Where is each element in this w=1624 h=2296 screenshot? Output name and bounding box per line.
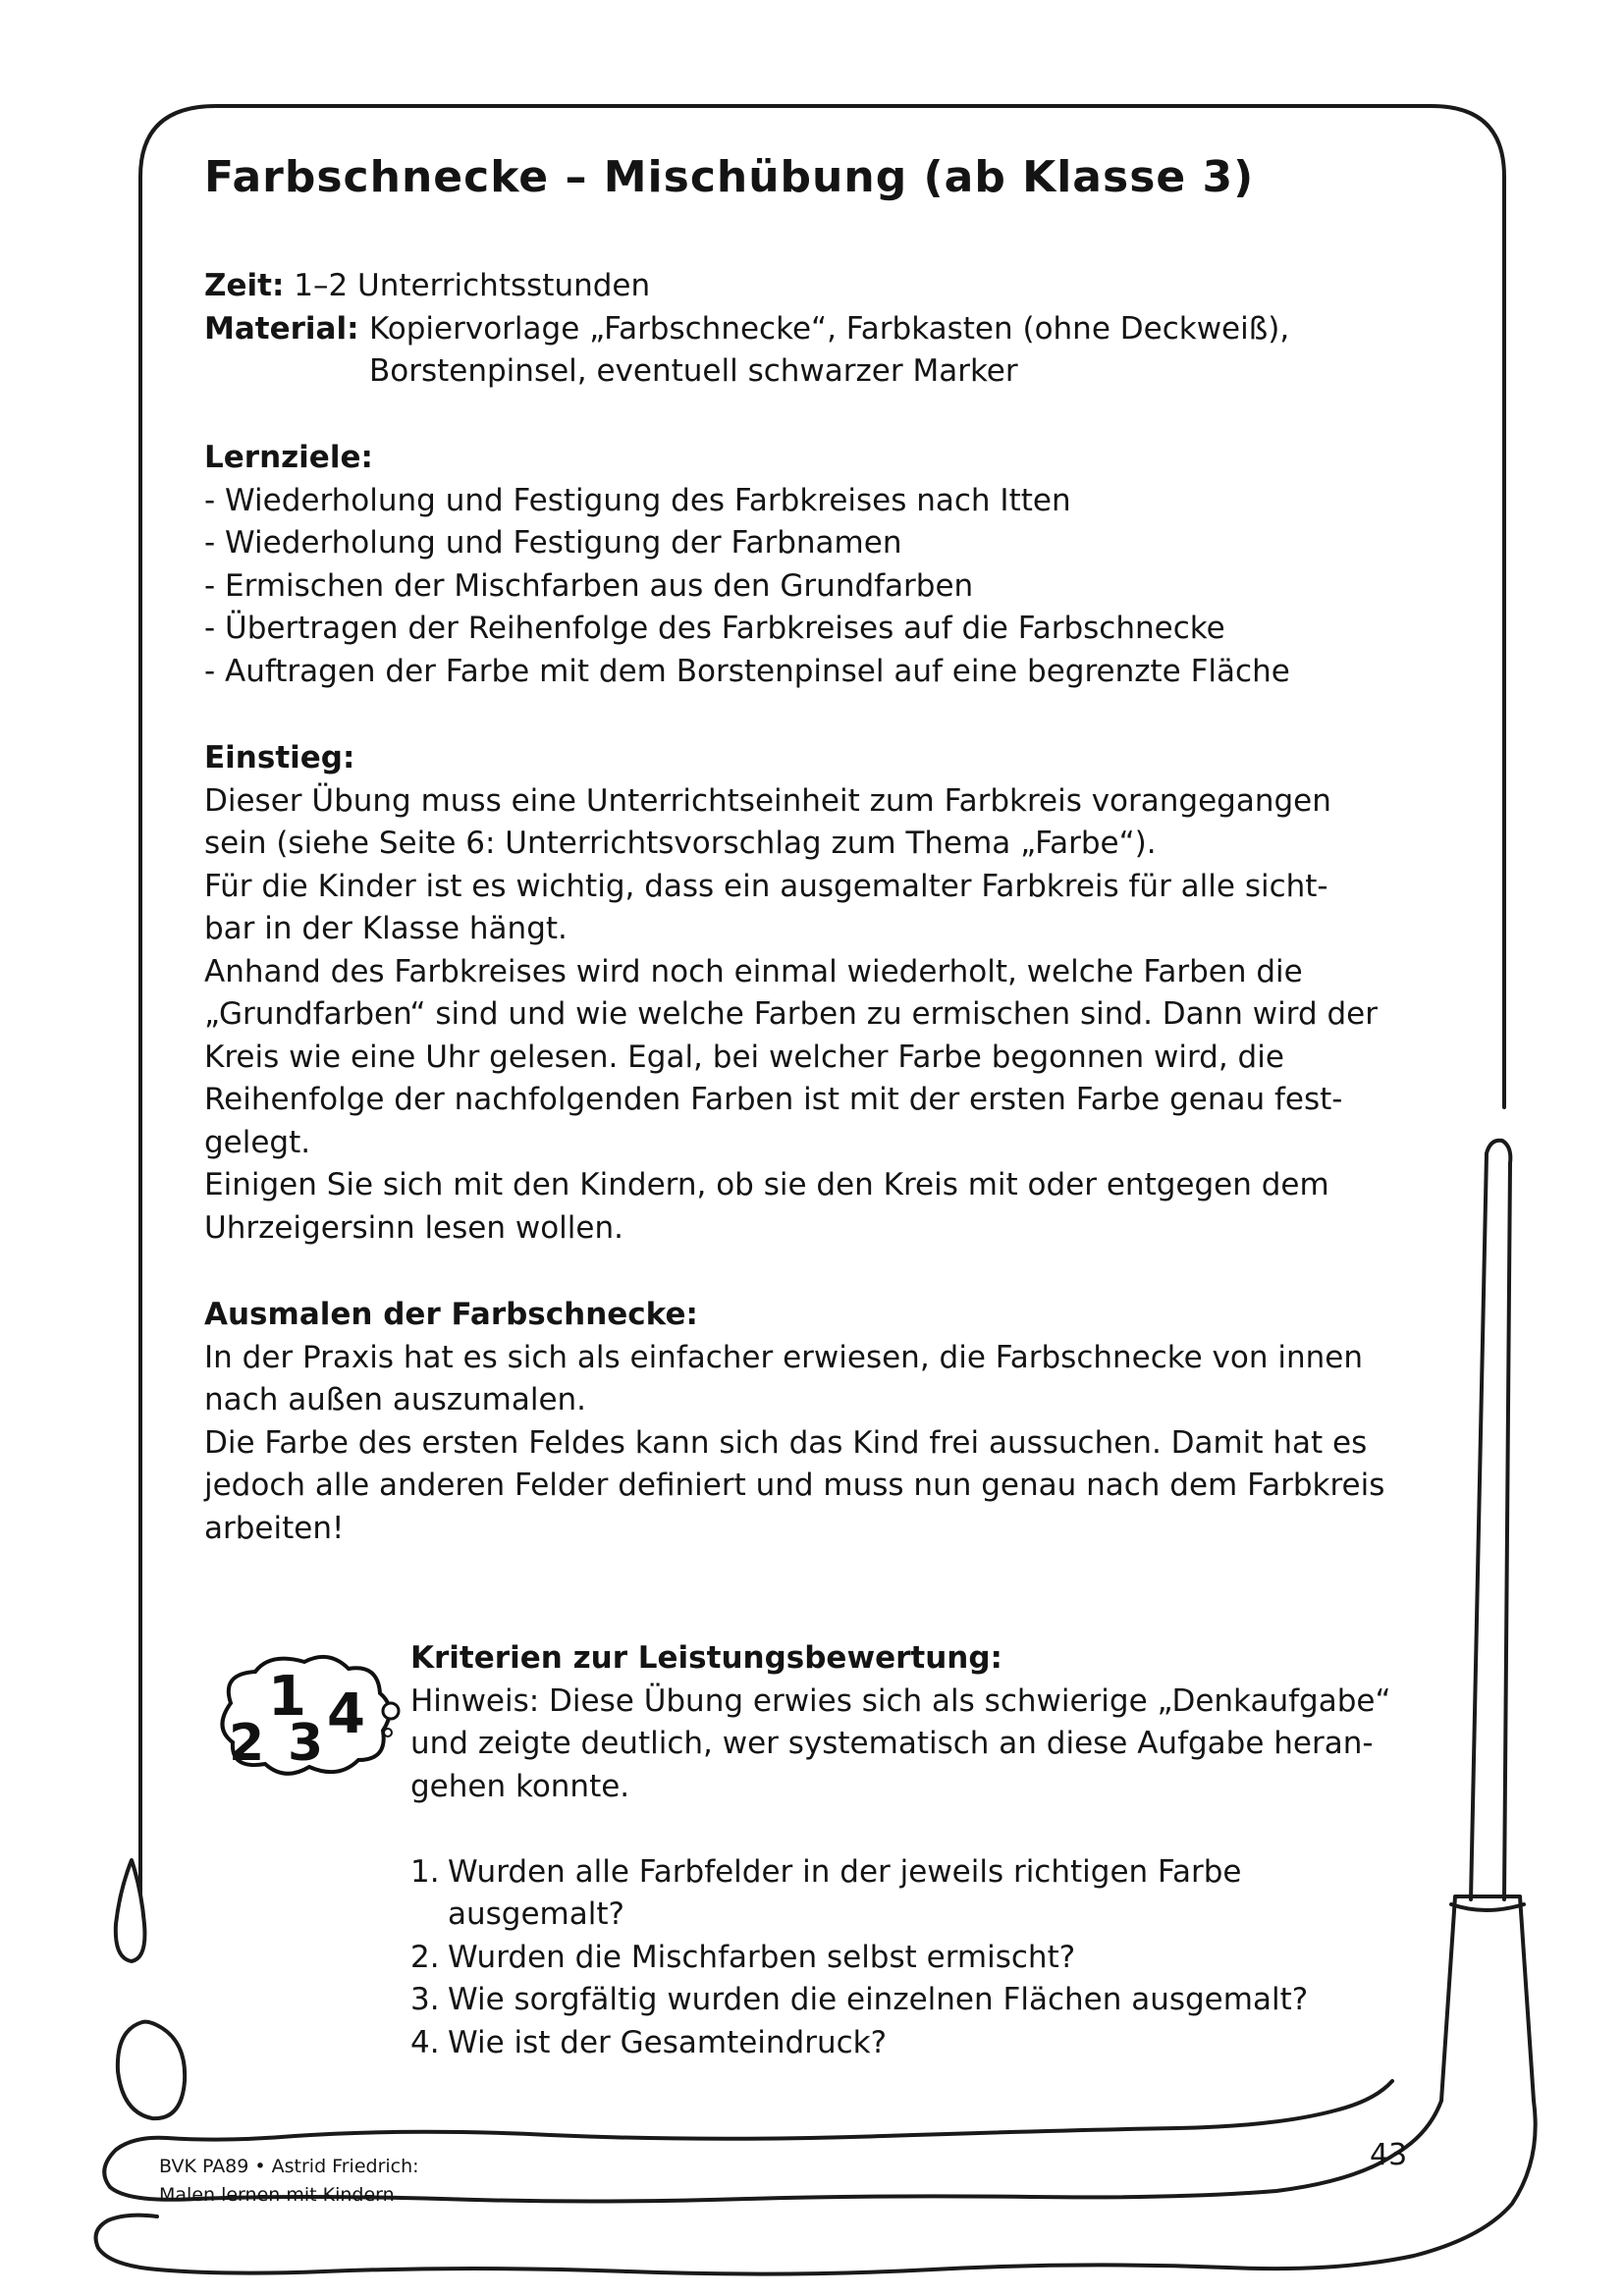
page-title: Farbschnecke – Mischübung (ab Klasse 3) (204, 152, 1255, 202)
list-item: - Wiederholung und Festigung des Farbkreises nach Itten (204, 482, 1071, 518)
svg-text:3: 3 (288, 1714, 324, 1773)
ausmalen-text: In der Praxis hat es sich als einfacher erwiesen, die Farbschnecke von innen nach außen auszumalen. Die Farbe des ersten Feldes kann sich das Kind frei aussuchen. Damit hat es jedoch alle anderen Felder definiert und muss nun genau nach dem Farbkreis arbeiten! (204, 1339, 1385, 1546)
page-number: 43 (1370, 2138, 1408, 2172)
list-item: 1. Wurden alle Farbfelder in der jeweils richtigen Farbe ausgemalt? (410, 1853, 1242, 1932)
list-item: - Ermischen der Mischfarben aus den Grundfarben (204, 567, 974, 604)
kriterien-heading: Kriterien zur Leistungsbewertung: (410, 1640, 1002, 1676)
list-item: 4. Wie ist der Gesamteindruck? (410, 2024, 888, 2060)
kriterien-section (410, 1637, 1402, 2064)
brush-ferrule (1441, 1896, 1534, 2101)
list-item: - Auftragen der Farbe mit dem Borstenpinsel auf eine begrenzte Fläche (204, 653, 1290, 689)
svg-text:4: 4 (327, 1682, 365, 1746)
zeit-value: 1–2 Unterrichtsstunden (294, 268, 651, 303)
ausmalen-heading: Ausmalen der Farbschnecke: (204, 1297, 698, 1332)
grades-badge-icon (211, 1644, 407, 1782)
list-item: - Übertragen der Reihenfolge des Farbkreises auf die Farbschnecke (204, 611, 1225, 646)
svg-text:1: 1 (268, 1665, 306, 1729)
ausmalen-section (204, 1294, 1422, 1550)
list-item: 2. Wurden die Mischfarben selbst ermischt? (410, 1939, 1076, 1975)
zeit-row (204, 265, 1422, 308)
footer-line-1: BVK PA89 • Astrid Friedrich: (159, 2156, 419, 2177)
list-item: 3. Wie sorgfältig wurden die einzelnen Flächen ausgemalt? (410, 1982, 1309, 2017)
svg-text:2: 2 (229, 1714, 265, 1773)
kriterien-list (410, 1851, 1402, 2065)
kriterien-hint: Hinweis: Diese Übung erwies sich als schwierige „Denkaufgabe“ und zeigte deutlich, wer systematisch an diese Aufgabe heran- gehen konnte. (410, 1682, 1391, 1804)
zeit-label: Zeit: (204, 268, 285, 303)
lernziele-heading: Lernziele: (204, 440, 373, 475)
meta-info (204, 265, 1422, 394)
material-value: Kopiervorlage „Farbschnecke“, Farbkasten (ohne Deckweiß), Borstenpinsel, eventuell schwarzer Marker (369, 310, 1290, 389)
footer-line-2: Malen lernen mit Kindern (159, 2184, 395, 2206)
list-item: - Wiederholung und Festigung der Farbnamen (204, 525, 902, 561)
paint-drop-large (118, 2022, 185, 2118)
brush-handle (1471, 1141, 1510, 1899)
einstieg-heading: Einstieg: (204, 740, 355, 775)
einstieg-text: Dieser Übung muss eine Unterrichtseinheit zum Farbkreis vorangegangen sein (siehe Seite 6: Unterrichtsvorschlag zum Thema „Farbe“). Für die Kinder ist es wichtig, dass ein ausgemalter Farbkreis für alle sicht- bar in der Klasse hängt. Anhand des Farbkreises wird noch einmal wiederholt, welche Farben die „Grundfarben“ sind und wie welche Farben zu ermischen sind. Dann wird der Kreis wie eine Uhr gelesen. Egal, bei welcher Farbe begonnen wird, die Reihenfolge der nachfolgenden Farben ist mit der ersten Farbe genau fest- gelegt. Einigen Sie sich mit den Kindern, ob sie den Kreis mit oder entgegen dem Uhrzeigersinn lesen wollen. (204, 782, 1378, 1246)
material-label: Material: (204, 310, 359, 347)
lernziele-section (204, 437, 1422, 693)
einstieg-section (204, 737, 1422, 1250)
lernziele-list (204, 480, 1422, 694)
material-row (204, 308, 1422, 394)
footer (159, 2153, 419, 2210)
